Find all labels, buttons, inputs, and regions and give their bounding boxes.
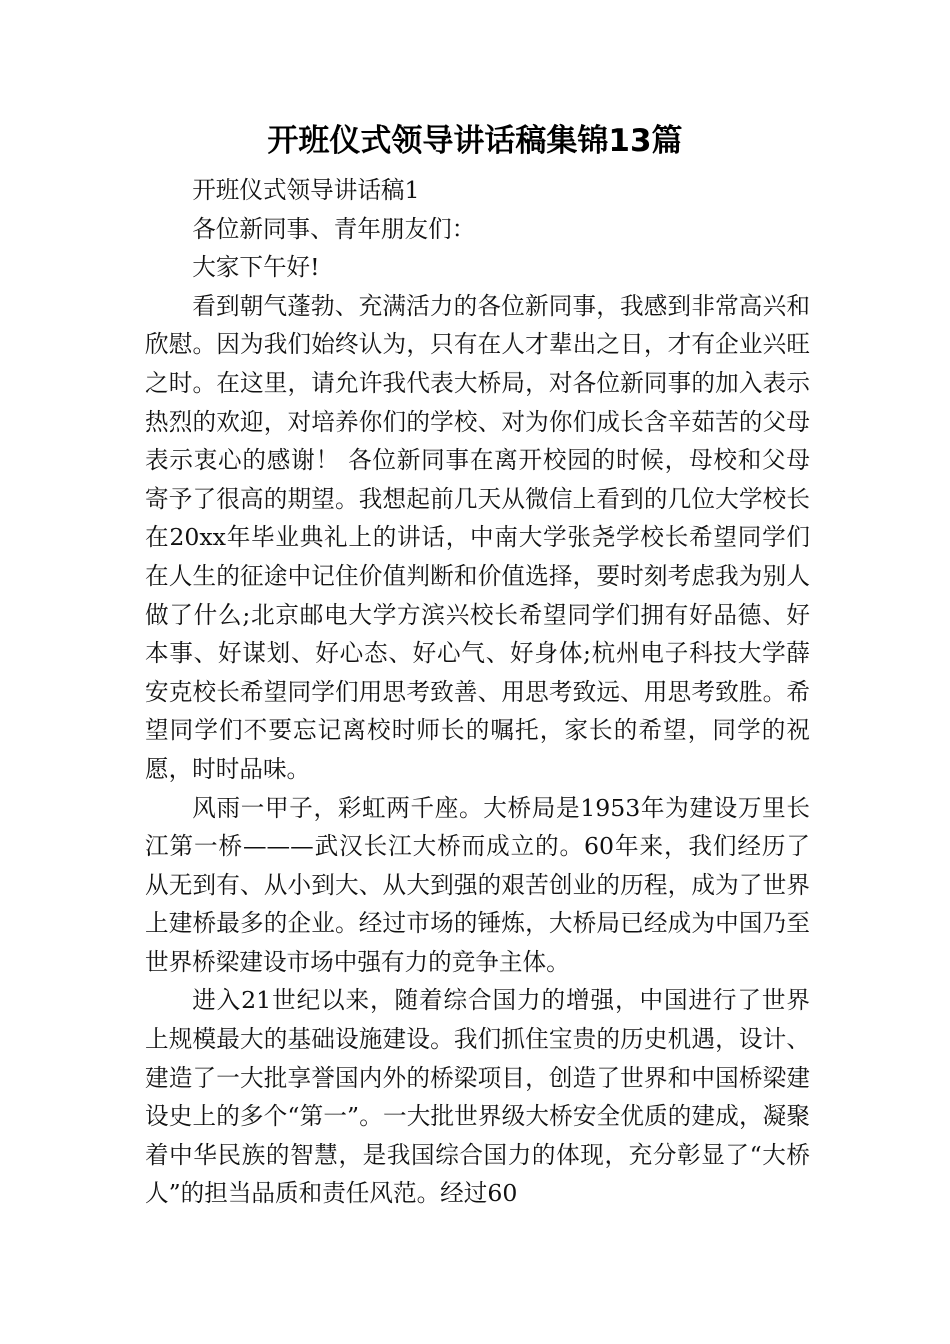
paragraph: 进入21世纪以来，随着综合国力的增强，中国进行了世界上规模最大的基础设施建设。我们抓住宝贵的历史机遇，设计、建造了一大批享誉国内外的桥梁项目，创造了世界和中国桥梁建设史上的多个“第一”。一大批世界级大桥安全优质的建成，凝聚着中华民族的智慧，是我国综合国力的体现，充分彰显了“大桥人”的担当品质和责任风范。经过60 bbox=[145, 986, 810, 1208]
paragraph: 看到朝气蓬勃、充满活力的各位新同事，我感到非常高兴和欣慰。因为我们始终认为，只有在人才辈出之日，才有企业兴旺之时。在这里，请允许我代表大桥局，对各位新同事的加入表示热烈的欢迎，对培养你们的学校、对为你们成长含辛茹苦的父母表示衷心的感谢！ 各位新同事在离开校园的时候，母校和父母寄予了很高的期望。我想起前几天从微信上看到的几位大学校长在20xx年毕业典礼上的讲话，中南大学张尧学校长希望同学们在人生的征途中记住价值判断和价值选择，要时刻考虑我为别人做了什么;北京邮电大学方滨兴校长希望同学们拥有好品德、好本事、好谋划、好心态、好心气、好身体;杭州电子科技大学薛安克校长希望同学们用思考致善、用思考致远、用思考致胜。希望同学们不要忘记离校时师长的嘱托，家长的希望，同学的祝愿，时时品味。 bbox=[145, 291, 810, 783]
section-heading: 开班仪式领导讲话稿1 bbox=[192, 176, 420, 204]
document-body bbox=[145, 171, 810, 1213]
paragraph: 风雨一甲子，彩虹两千座。大桥局是1953年为建设万里长江第一桥———武汉长江大桥而成立的。60年来，我们经历了从无到有、从小到大、从大到强的艰苦创业的历程，成为了世界上建桥最多的企业。经过市场的锤炼，大桥局已经成为中国乃至世界桥梁建设市场中强有力的竞争主体。 bbox=[145, 793, 810, 976]
salutation: 各位新同事、青年朋友们： bbox=[192, 214, 476, 243]
document-title: 开班仪式领导讲话稿集锦13篇 bbox=[267, 123, 683, 159]
greeting: 大家下午好! bbox=[192, 253, 320, 282]
